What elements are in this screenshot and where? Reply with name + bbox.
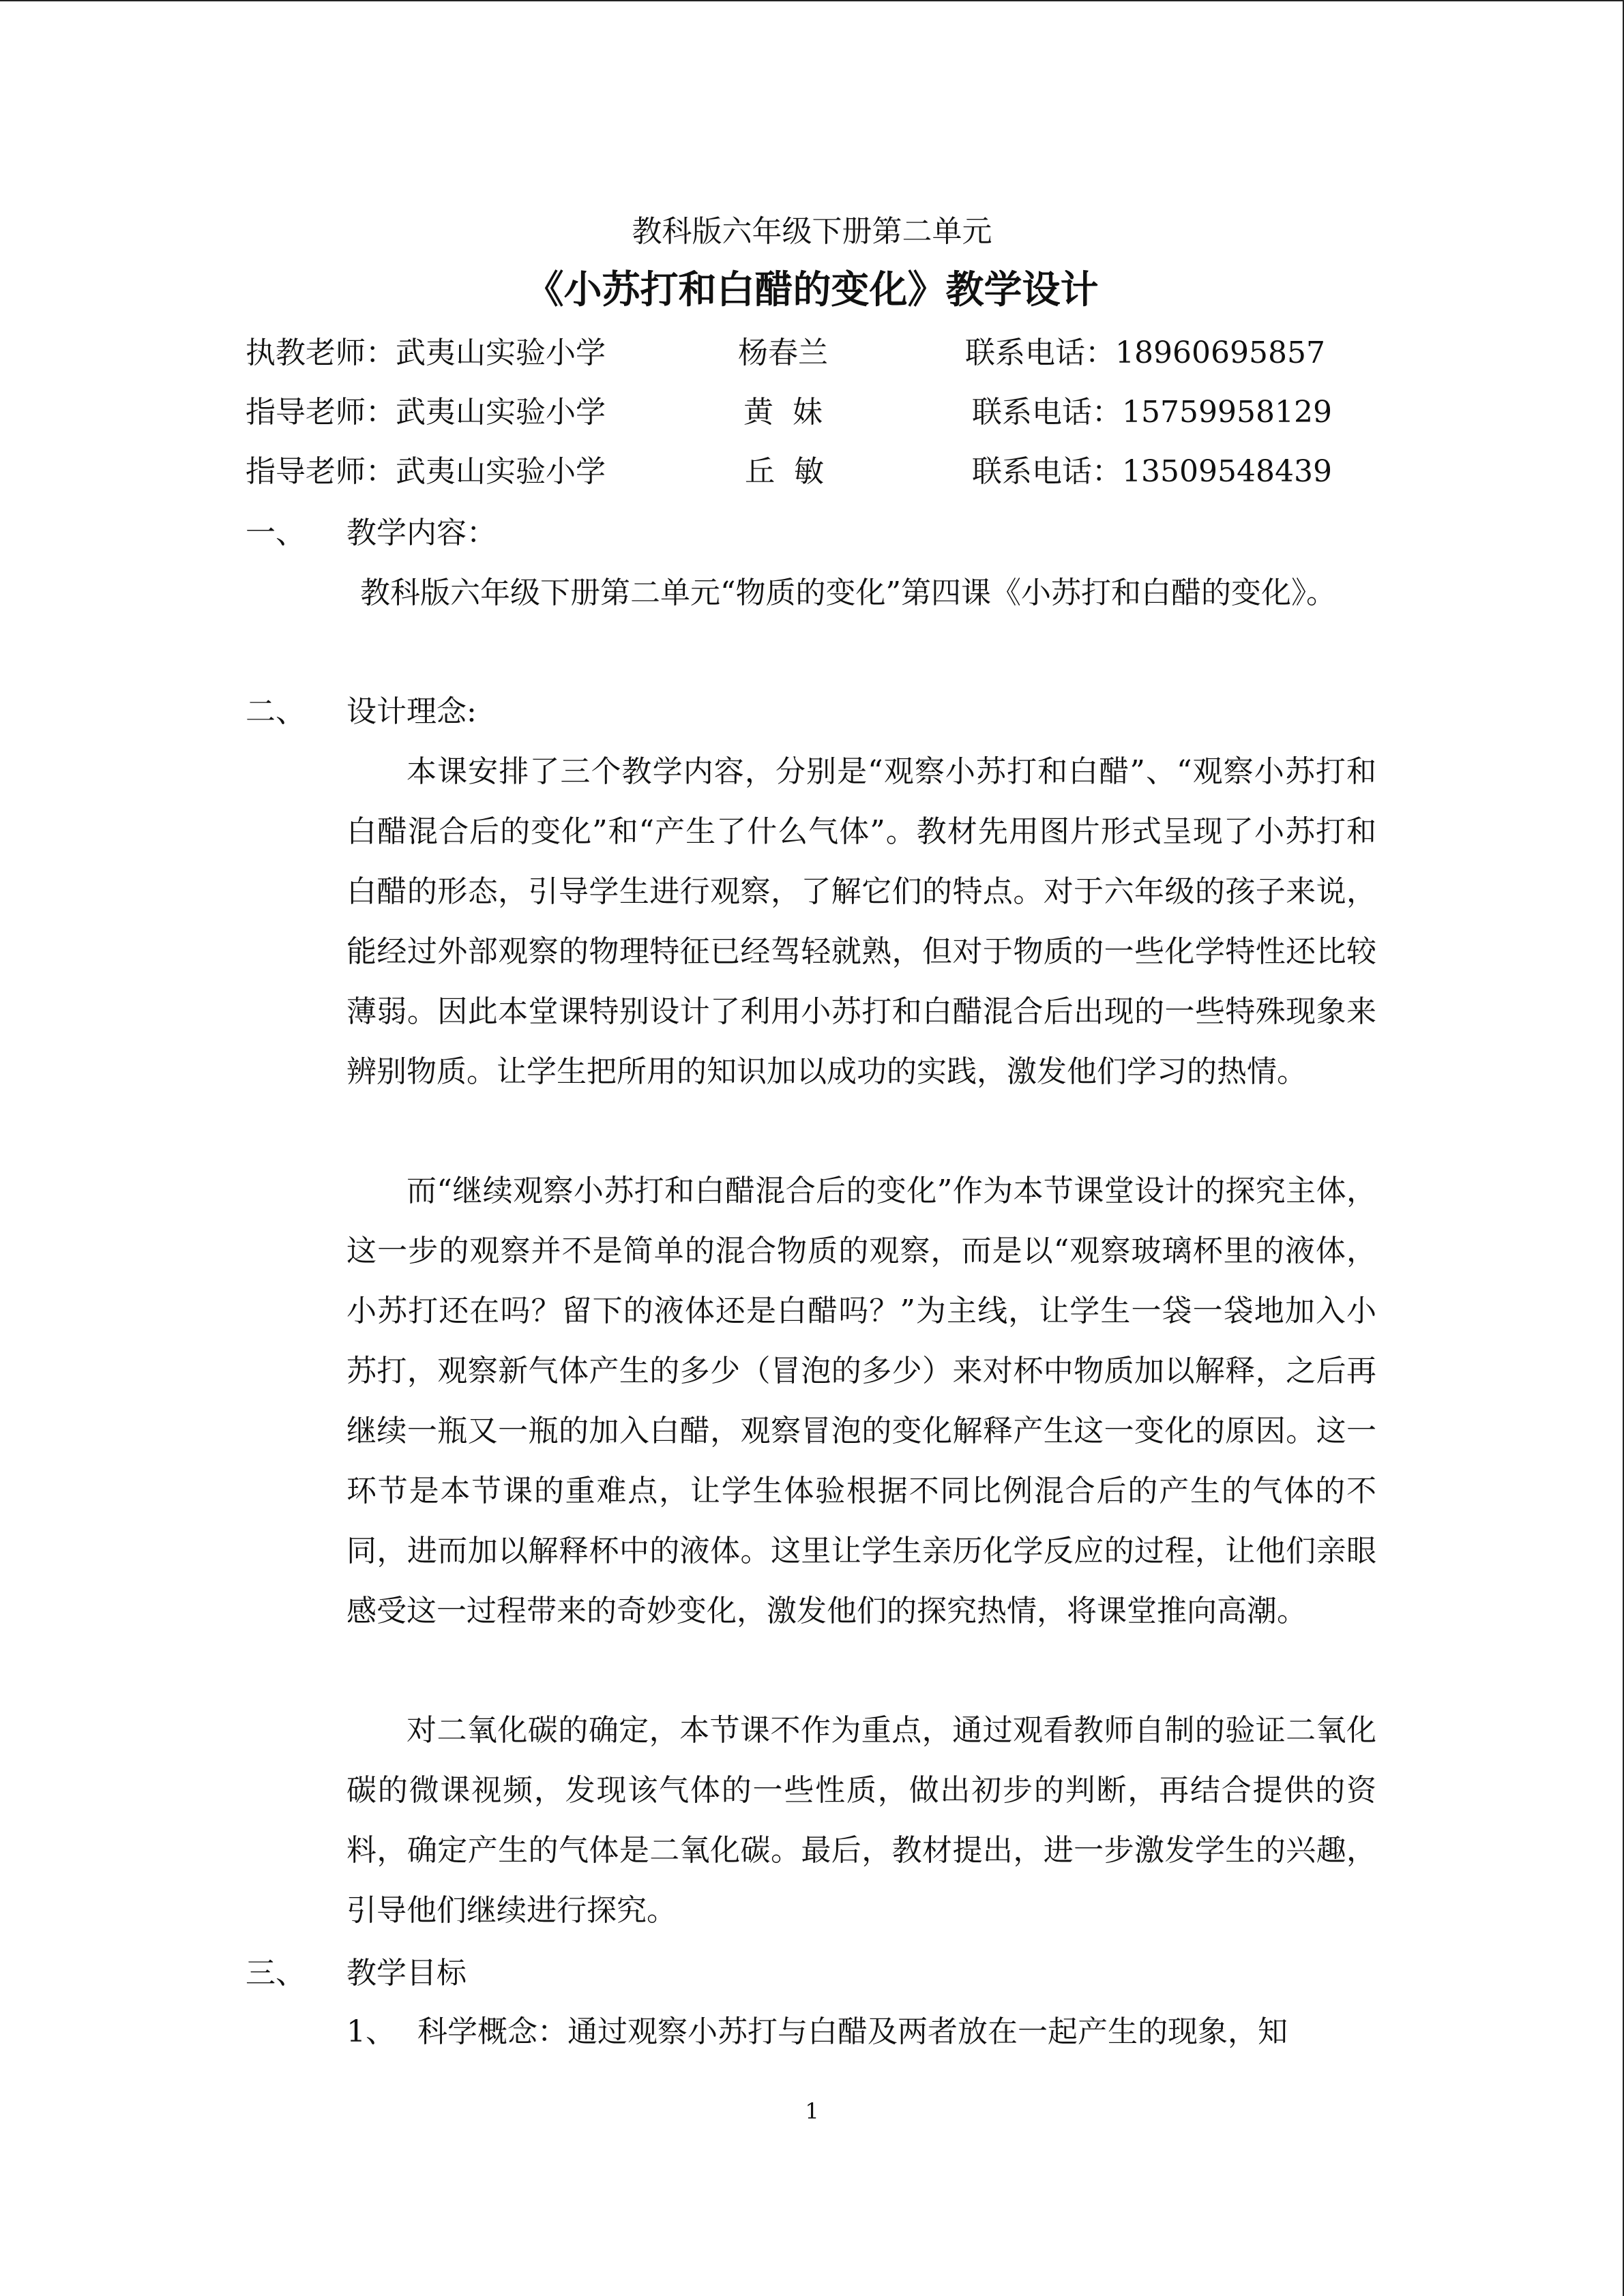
- staff-role-2: 指导老师：武夷山实验小学: [246, 395, 606, 430]
- list-item-number-1: 1、: [346, 2014, 396, 2049]
- staff-phone-2: 联系电话：15759958129: [972, 395, 1332, 430]
- section-1-paragraph: 教科版六年级下册第二单元“物质的变化”第四课《小苏打和白醋的变化》。: [360, 576, 1336, 610]
- staff-phone-1: 联系电话：18960695857: [965, 336, 1325, 370]
- section-heading-2: 设计理念:: [346, 694, 477, 729]
- section-heading-1: 教学内容：: [346, 516, 497, 550]
- staff-role-1: 执教老师：武夷山实验小学: [246, 336, 606, 370]
- document-subtitle: 教科版六年级下册第二单元: [632, 214, 992, 249]
- section-heading-3: 教学目标: [346, 1956, 467, 1991]
- section-number-3: 三、: [246, 1956, 306, 1991]
- staff-role-3: 指导老师：武夷山实验小学: [246, 454, 606, 489]
- staff-name-3: 丘 敏: [745, 454, 824, 489]
- section-number-2: 二、: [246, 694, 306, 729]
- list-item-text-1: 科学概念：通过观察小苏打与白醋及两者放在一起产生的现象，知: [417, 2014, 1288, 2049]
- staff-name-1: 杨春兰: [738, 336, 828, 370]
- staff-name-2: 黄 妹: [743, 395, 823, 430]
- section-2-paragraph-2: 而“继续观察小苏打和白醋混合后的变化”作为本节课堂设计的探究主体，这一步的观察并不是简单的混合物质的观察，而是以“观察玻璃杯里的液体，小苏打还在吗？留下的液体还是白醋吗？”为主线，让学生一袋一袋地加入小苏打，观察新气体产生的多少（冒泡的多少）来对杯中物质加以解释，之后再继续一瓶又一瓶的加入白醋，观察冒泡的变化解释产生这一变化的原因。这一环节是本节课的重难点，让学生体验根据不同比例混合后的产生的气体的不同，进而加以解释杯中的液体。这里让学生亲历化学反应的过程，让他们亲眼感受这一过程带来的奇妙变化，激发他们的探究热情，将课堂推向高潮。: [346, 1174, 1376, 1628]
- document-title: 《小苏打和白醋的变化》教学设计: [525, 267, 1099, 312]
- section-number-1: 一、: [246, 516, 306, 550]
- page-number: 1: [805, 2098, 819, 2124]
- section-2-paragraph-3: 对二氧化碳的确定，本节课不作为重点，通过观看教师自制的验证二氧化碳的微课视频，发现该气体的一些性质，做出初步的判断，再结合提供的资料，确定产生的气体是二氧化碳。最后，教材提出，进一步激发学生的兴趣，引导他们继续进行探究。: [346, 1713, 1376, 1928]
- staff-phone-3: 联系电话：13509548439: [972, 454, 1332, 489]
- section-2-paragraph-1: 本课安排了三个教学内容，分别是“观察小苏打和白醋”、“观察小苏打和白醋混合后的变化”和“产生了什么气体”。教材先用图片形式呈现了小苏打和白醋的形态，引导学生进行观察，了解它们的特点。对于六年级的孩子来说，能经过外部观察的物理特征已经驾轻就熟，但对于物质的一些化学特性还比较薄弱。因此本堂课特别设计了利用小苏打和白醋混合后出现的一些特殊现象来辨别物质。让学生把所用的知识加以成功的实践，激发他们学习的热情。: [346, 754, 1376, 1089]
